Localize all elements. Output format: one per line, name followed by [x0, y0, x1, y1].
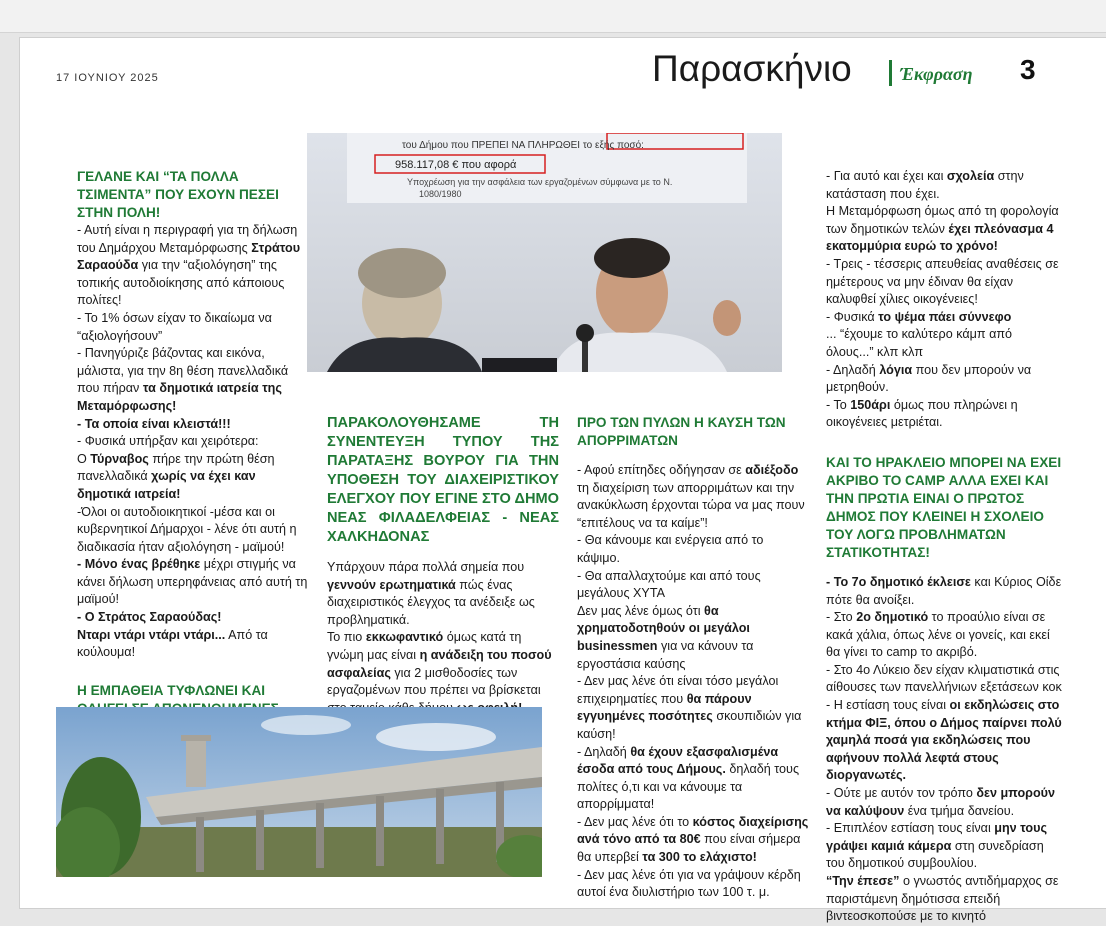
paragraph: - Τρεις - τέσσερις απευθείας αναθέσεις σε ημέτερους να μην έδιναν θα είχαν καλυφθεί χίλιες οικογένειες! [826, 256, 1059, 307]
column-1 [77, 168, 311, 736]
issue-date: 17 ΙΟΥΝΙΟΥ 2025 [56, 72, 159, 84]
paragraph: - Θα κάνουμε και ενέργεια από το κάψιμο. [577, 533, 764, 565]
section-title: Παρασκήνιο [652, 48, 852, 89]
press-conference-illustration [307, 133, 782, 372]
newspaper-logo: Έκφραση [900, 64, 973, 84]
headline-empathy: Η ΕΜΠΑΘΕΙΑ ΤΥΦΛΩΝΕΙ ΚΑΙ [77, 682, 266, 698]
slide-text-line-4: 1080/1980 [419, 189, 462, 199]
paragraph: - Το 7ο δημοτικό έκλεισε και Κύριος Οίδε πότε θα ανοίξει. [826, 574, 1062, 607]
paragraph: Υπάρχουν πάρα πολλά σημεία που γεννούν ερωτηματικά πώς ένας διαχειριστικός έλεγχος τα ανέδειξε ως προβληματικά. [327, 560, 535, 627]
headline-cement: ΓΕΛΑΝΕ ΚΑΙ “ΤΑ ΠΟΛΛΑ ΤΣΙΜΕΝΤΑ” ΠΟΥ ΕΧΟΥΝ ΠΕΣΕΙ ΣΤΗΝ ΠΟΛΗ! [77, 169, 279, 220]
paragraph: -Όλοι οι αυτοδιοικητικοί -μέσα και οι κυβερνητικοί Δήμαρχοι - λένε ότι αυτή η διαδικασία ήταν αξιολόγηση - μαϊμού! [77, 504, 297, 554]
slide-text-line-1: του Δήμου που ΠΡΕΠΕΙ ΝΑ ΠΛΗΡΩΘΕΙ το εξής ποσό: [402, 140, 644, 151]
paragraph: Νταρι ντάρι ντάρι ντάρι... Από τα κούλουμα! [77, 627, 268, 660]
slide-text-amount: 958.117,08 € που αφορά [395, 159, 517, 171]
paragraph: Δεν μας λένε όμως ότι θα χρηματοδοτηθούν οι μεγάλοι businessmen για να κάνουν τα εργοστάσια καύσης [577, 603, 754, 671]
paragraph: - Δεν μας λένε ότι είναι τόσο μεγάλοι επιχειρηματίες που θα πάρουν εγγυημένες ποσότητες σκουπιδιών για καύση! [577, 674, 802, 741]
paragraph: “Την έπεσε” ο γνωστός αντιδήμαρχος σε παριστάμενη δημότισσα επειδή βιντεοσκοπούσε με το κινητό [826, 874, 1059, 924]
paragraph: - Ο Στράτος Σαραούδας! [77, 610, 222, 625]
paragraph: - Τα οποία είναι κλειστά!!! [77, 416, 231, 431]
page-number: 3 [1020, 54, 1036, 85]
paragraph: - Αυτή είναι η περιγραφή για τη δήλωση του Δημάρχου Μεταμόρφωσης Στράτου Σαραούδα για την “αξιολόγηση” της τοπικής αυτοδιοίκησης από κάποιους πολίτες! [77, 223, 301, 308]
paragraph: - Δηλαδή θα έχουν εξασφαλισμένα έσοδα από τους Δήμους. δηλαδή τους πολίτες ό,τι και να κάνουμε τα απορρίμματα! [577, 744, 800, 812]
paragraph: - Το 1% όσων είχαν το δικαίωμα να “αξιολογήσουν” [77, 310, 272, 343]
headline-press-conference: ΠΑΡΑΚΟΛΟΥΘΗΣΑΜΕ ΤΗ ΣΥΝΕΝΤΕΥΞΗ ΤΥΠΟΥ ΤΗΣ ΠΑΡΑΤΑΞΗΣ ΒΟΥΡΟΥ ΓΙΑ ΤΗΝ ΥΠΟΘΕΣΗ ΤΟΥ ΔΙΑΧΕΙΡΙΣΤΙΚΟΥ ΕΛΕΓΧΟΥ ΠΟΥ ΕΓΙΝΕ ΣΤΟ ΔΗΜΟ ΝΕΑΣ ΦΙΛΑΔΕΛΦΕΙΑΣ - ΝΕΑΣ ΧΑΛΚΗΔΟΝΑΣ [327, 415, 559, 545]
paragraph: - Πανηγύριζε βάζοντας και εικόνα, μάλιστα, για την 8η θέση πανελλαδικά που πήραν τα δημοτικά ιατρεία της Μεταμόρφωσης! [77, 346, 289, 413]
paragraph: - Στο 4ο Λύκειο δεν είχαν κλιματιστικά στις αίθουσες των πανελλήνιων εξετάσεων κοκ [826, 662, 1062, 695]
paragraph: Η Μεταμόρφωση όμως από τη φορολογία των δημοτικών τελών έχει πλεόνασμα 4 εκατομμύρια ευρώ το χρόνο! [826, 204, 1059, 254]
paragraph: - Στο 2ο δημοτικό το προαύλιο είναι σε κακά χάλια, όπως λένε οι γονείς, και εκεί θα γίνει το camp το ακριβό. [826, 610, 1050, 660]
paragraph: - Επιπλέον εστίαση τους είναι μην τους γράψει καμιά κάμερα στη συνεδρίαση του δημοτικού συμβουλίου. [826, 821, 1047, 871]
headline-heraklion: ΚΑΙ ΤΟ ΗΡΑΚΛΕΙΟ ΜΠΟΡΕΙ ΝΑ ΕΧΕΙ ΑΚΡΙΒΟ ΤΟ CAMP ΑΛΛΑ ΕΧΕΙ ΚΑΙ ΤΗΝ ΠΡΩΤΙΑ ΕΙΝΑΙ Ο ΠΡΩΤΟΣ ΔΗΜΟΣ ΠΟΥ ΚΛΕΙΝΕΙ Η ΣΧΟΛΕΙΟ ΤΟΥ ΛΟΓΩ ΠΡΟΒΛΗΜΑΤΩΝ ΣΤΑΤΙΚΟΤΗΤΑΣ! [826, 454, 1062, 560]
paragraph: ... “έχουμε το καλύτερο κάμπ από όλους...” κλπ κλπ [826, 327, 1013, 359]
paragraph: - Δεν μας λένε ότι το κόστος διαχείρισης ανά τόνο από τα 80€ που είναι σήμερα θα υπερβεί τα 300 το ελάχιστο! [577, 814, 809, 865]
paragraph: - Δεν μας λένε ότι για να γράψουν κέρδη αυτοί ένα διυλιστήριο των 100 τ. μ. [577, 867, 801, 900]
paragraph: Το πιο εκκωφαντικό όμως κατά τη γνώμη μας είναι η ανάδειξη του ποσού ασφαλείας για 2 μισθοδοσίες των εργαζομένων που πρέπει να βρίσκεται [327, 630, 552, 698]
paragraph: - Για αυτό και έχει και σχολεία στην κατάσταση που έχει. [826, 169, 1024, 201]
paragraph: - Φυσικά το ψέμα πάει σύννεφο [826, 309, 1012, 324]
paragraph: Ο Τύρναβος πήρε την πρώτη θέση πανελλαδικά χωρίς να έχει καν δημοτικά ιατρεία! [77, 451, 275, 501]
viewer-toolbar [0, 0, 1106, 33]
brand-divider [889, 60, 892, 86]
press-conference-photo [307, 133, 782, 372]
abandoned-building-photo [56, 707, 542, 877]
abandoned-building-illustration [56, 707, 542, 877]
paragraph: - Η εστίαση τους είναι οι εκδηλώσεις στο κτήμα ΦΙΞ, όπου ο Δήμος παίρνει πολύ χαμηλά ποσά για εκδηλώσεις που αφήνουν πολλά λεφτά στους διοργανωτές. [826, 698, 1062, 783]
column-4 [826, 168, 1062, 926]
slide-text-line-3: Υποχρέωση για την ασφάλεια των εργαζομένων σύμφωνα με το Ν. [407, 177, 673, 187]
paragraph: - Δηλαδή λόγια που δεν μπορούν να μετρηθούν. [826, 362, 1032, 395]
paragraph: - Ούτε με αυτόν τον τρόπο δεν μπορούν να καλύψουν ένα τμήμα δανείου. [826, 786, 1055, 818]
paragraph: - Το 150άρι όμως που πληρώνει η οικογένειες μετριέται. [826, 397, 1018, 430]
paragraph: - Φυσικά υπήρξαν και χειρότερα: [77, 434, 259, 449]
column-3 [577, 414, 809, 902]
paragraph: - Μόνο ένας βρέθηκε μέχρι στιγμής να κάνει δήλωση υπερηφάνειας από αυτή τη μαϊμού! [77, 557, 308, 607]
paragraph: - Θα απαλλαχτούμε και από τους μεγάλους ΧΥΤΑ [577, 568, 761, 601]
headline-waste-burning: ΠΡΟ ΤΩΝ ΠΥΛΩΝ Η ΚΑΥΣΗ ΤΩΝ ΑΠΟΡΡΙΜΑΤΩΝ [577, 415, 786, 448]
paragraph: - Αφού επίτηδες οδήγησαν σε αδιέξοδο τη διαχείριση των απορριμάτων και την ανακύκλωση έρχονται τώρα να μας πουν “επιτέλους να τα καίμε”! [577, 463, 805, 530]
